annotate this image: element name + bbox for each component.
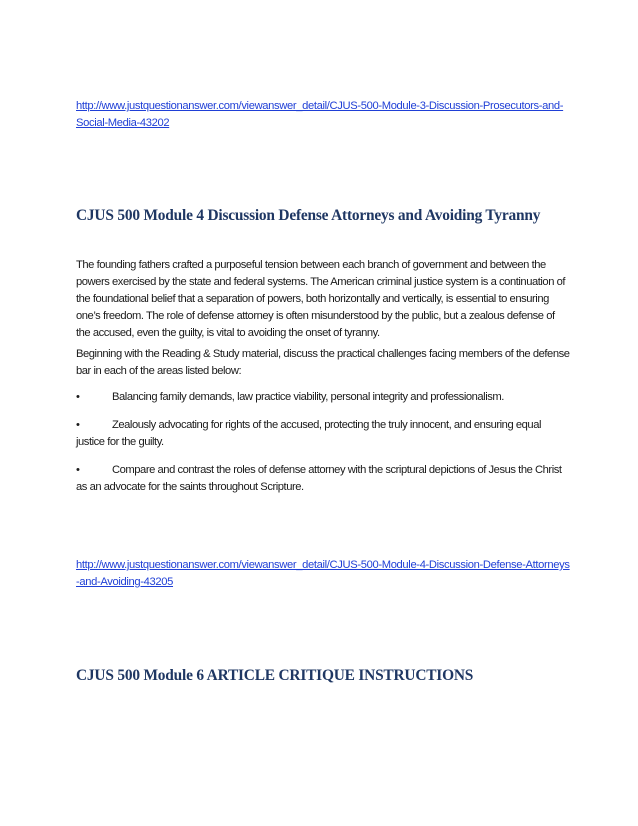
link-module-3-discussion[interactable]: http://www.justquestionanswer.com/viewanswer_detail/CJUS-500-Module-3-Discussion-Prosecutors-and-Social-Media-43202 xyxy=(76,100,564,129)
bullet-text: Compare and contrast the roles of defense attorney with the scriptural depictions of Jesus the Christ as an advocate for the saints throughout Scripture. xyxy=(76,464,562,493)
bullet-text: Balancing family demands, law practice viability, personal integrity and professionalism. xyxy=(112,391,504,403)
bullet-text: Zealously advocating for rights of the accused, protecting the truly innocent, and ensuring equal justice for the guilty. xyxy=(76,419,542,448)
bullet-item xyxy=(76,462,570,496)
heading-module-6-article-critique: CJUS 500 Module 6 ARTICLE CRITIQUE INSTRUCTIONS xyxy=(76,667,474,684)
bullet-item xyxy=(76,389,570,406)
bullet-icon: • xyxy=(76,464,80,476)
paragraph-founding-fathers: The founding fathers crafted a purposeful tension between each branch of government and between the powers exercised by the state and federal systems. The American criminal justice system is a continuation of the foundational belief that a separation of powers, both horizontally and vertically, is essential to ensuring one’s freedom. The role of defense attorney is often misunderstood by the public, but a zealous defense of the accused, even the guilty, is vital to avoiding the onset of tyranny. xyxy=(76,259,566,339)
bullet-item xyxy=(76,417,570,451)
bullet-icon: • xyxy=(76,419,80,431)
heading-module-4-discussion: CJUS 500 Module 4 Discussion Defense Attorneys and Avoiding Tyranny xyxy=(76,207,541,224)
link-module-4-discussion[interactable]: http://www.justquestionanswer.com/viewanswer_detail/CJUS-500-Module-4-Discussion-Defense-Attorneys-and-Avoiding-43205 xyxy=(76,559,570,588)
bullet-icon: • xyxy=(76,391,80,403)
paragraph-reading-study: Beginning with the Reading & Study material, discuss the practical challenges facing members of the defense bar in each of the areas listed below: xyxy=(76,348,570,377)
